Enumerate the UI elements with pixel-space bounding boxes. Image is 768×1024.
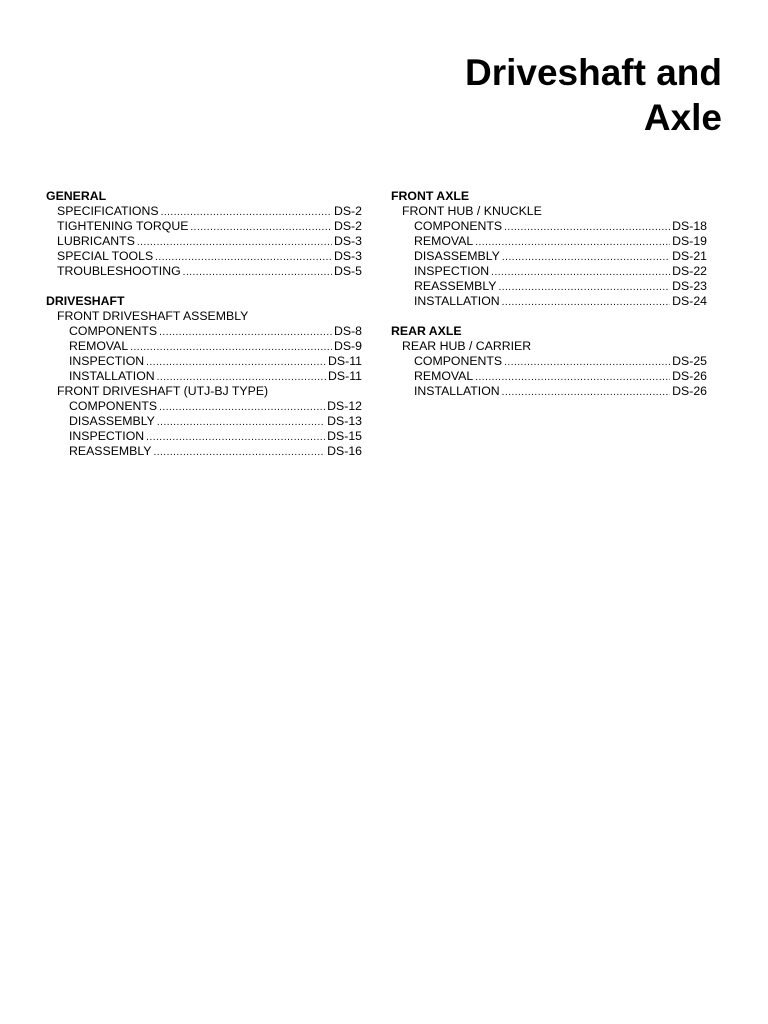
- toc-left-column: [46, 189, 362, 474]
- toc-entry-page: DS-18: [672, 219, 707, 233]
- toc-entry-page: DS-21: [672, 249, 707, 263]
- toc-entry-label: REASSEMBLY: [414, 279, 497, 293]
- toc-entry-label: REMOVAL: [69, 339, 129, 353]
- section-heading-front-axle: FRONT AXLE: [391, 189, 470, 203]
- toc-entry-disassembly[interactable]: [46, 414, 362, 429]
- toc-section-general: [46, 189, 362, 279]
- dot-leader: [146, 355, 326, 370]
- toc-section-rear-axle: [391, 324, 707, 399]
- page-title: [465, 50, 722, 140]
- toc-entry-page: DS-15: [327, 429, 362, 443]
- toc-entry-label: COMPONENTS: [414, 354, 503, 368]
- subsection-heading-rear-hub-carrier: REAR HUB / CARRIER: [402, 339, 532, 353]
- toc-entry-page: DS-3: [333, 249, 362, 263]
- toc-section-driveshaft: [46, 294, 362, 459]
- toc-entry-inspection[interactable]: [46, 429, 362, 444]
- toc-entry-page: DS-26: [672, 369, 707, 383]
- toc-entry-label: REMOVAL: [414, 369, 474, 383]
- toc-entry-installation[interactable]: [391, 384, 707, 399]
- toc-entry-label: COMPONENTS: [414, 219, 503, 233]
- dot-leader: [183, 265, 332, 280]
- page-title-line-1: Driveshaft and: [464, 52, 722, 93]
- dot-leader: [498, 280, 670, 295]
- toc-entry-page: DS-23: [672, 279, 707, 293]
- toc-entry-label: INSTALLATION: [414, 384, 500, 398]
- dot-leader: [502, 250, 670, 265]
- toc-entry-reassembly[interactable]: [391, 279, 707, 294]
- dot-leader: [157, 415, 325, 430]
- dot-leader: [153, 445, 325, 460]
- toc-entry-label: INSPECTION: [69, 354, 145, 368]
- toc-entry-label: REASSEMBLY: [69, 444, 152, 458]
- dot-leader: [475, 235, 670, 250]
- toc-entry-label: INSPECTION: [414, 264, 490, 278]
- toc-entry-page: DS-25: [672, 354, 707, 368]
- dot-leader: [504, 220, 670, 235]
- toc-entry-label: TROUBLESHOOTING: [57, 264, 181, 278]
- toc-entry-special-tools[interactable]: [46, 249, 362, 264]
- toc-entry-tightening-torque[interactable]: [46, 219, 362, 234]
- toc-entry-label: LUBRICANTS: [57, 234, 135, 248]
- toc-entry-page: DS-13: [327, 414, 362, 428]
- dot-leader: [130, 340, 332, 355]
- dot-leader: [504, 355, 670, 370]
- toc-entry-page: DS-11: [328, 369, 362, 383]
- dot-leader: [502, 295, 671, 310]
- toc-entry-label: DISASSEMBLY: [414, 249, 500, 263]
- toc-entry-label: SPECIFICATIONS: [57, 204, 159, 218]
- toc-entry-disassembly[interactable]: [391, 249, 707, 264]
- dot-leader: [137, 235, 332, 250]
- toc-entry-label: INSPECTION: [69, 429, 145, 443]
- toc-entry-page: DS-11: [328, 354, 362, 368]
- toc-entry-inspection[interactable]: [391, 264, 707, 279]
- toc-entry-label: COMPONENTS: [69, 324, 158, 338]
- section-heading-rear-axle: REAR AXLE: [391, 324, 462, 338]
- dot-leader: [475, 370, 670, 385]
- dot-leader: [157, 370, 326, 385]
- toc-entry-inspection[interactable]: [46, 354, 362, 369]
- toc-entry-components[interactable]: [391, 354, 707, 369]
- toc-entry-page: DS-9: [333, 339, 362, 353]
- dot-leader: [491, 265, 670, 280]
- toc-entry-page: DS-8: [333, 324, 362, 338]
- toc-entry-components[interactable]: [46, 324, 362, 339]
- toc-entry-lubricants[interactable]: [46, 234, 362, 249]
- toc-entry-components[interactable]: [46, 399, 362, 414]
- toc-entry-page: DS-12: [327, 399, 362, 413]
- toc-entry-page: DS-22: [672, 264, 707, 278]
- subsection-heading-front-driveshaft-utj-bj: FRONT DRIVESHAFT (UTJ-BJ TYPE): [57, 384, 269, 398]
- dot-leader: [155, 250, 332, 265]
- dot-leader: [190, 220, 332, 235]
- toc-entry-page: DS-24: [672, 294, 707, 308]
- subsection-heading-front-hub-knuckle: FRONT HUB / KNUCKLE: [402, 204, 542, 218]
- section-heading-general: GENERAL: [46, 189, 107, 203]
- toc-entry-label: DISASSEMBLY: [69, 414, 155, 428]
- toc-entry-page: DS-2: [333, 204, 362, 218]
- toc-entry-page: DS-19: [672, 234, 707, 248]
- toc-entry-reassembly[interactable]: [46, 444, 362, 459]
- toc-entry-label: SPECIAL TOOLS: [57, 249, 154, 263]
- dot-leader: [146, 430, 325, 445]
- toc-entry-installation[interactable]: [391, 294, 707, 309]
- toc-entry-installation[interactable]: [46, 369, 362, 384]
- toc-right-column: [391, 189, 707, 414]
- dot-leader: [161, 205, 332, 220]
- subsection-heading-front-driveshaft-assembly: FRONT DRIVESHAFT ASSEMBLY: [57, 309, 249, 323]
- toc-entry-removal[interactable]: [46, 339, 362, 354]
- toc-entry-page: DS-26: [672, 384, 707, 398]
- toc-entry-page: DS-5: [333, 264, 362, 278]
- dot-leader: [159, 400, 325, 415]
- toc-entry-removal[interactable]: [391, 369, 707, 384]
- toc-section-front-axle: [391, 189, 707, 309]
- toc-entry-troubleshooting[interactable]: [46, 264, 362, 279]
- page-title-line-2: Axle: [643, 97, 722, 138]
- toc-entry-label: COMPONENTS: [69, 399, 158, 413]
- toc-entry-page: DS-3: [333, 234, 362, 248]
- toc-entry-label: TIGHTENING TORQUE: [57, 219, 189, 233]
- dot-leader: [502, 385, 671, 400]
- toc-entry-label: REMOVAL: [414, 234, 474, 248]
- toc-entry-specifications[interactable]: [46, 204, 362, 219]
- section-heading-driveshaft: DRIVESHAFT: [46, 294, 125, 308]
- toc-entry-components[interactable]: [391, 219, 707, 234]
- toc-entry-removal[interactable]: [391, 234, 707, 249]
- toc-entry-page: DS-2: [333, 219, 362, 233]
- dot-leader: [159, 325, 332, 340]
- toc-entry-page: DS-16: [327, 444, 362, 458]
- toc-entry-label: INSTALLATION: [414, 294, 500, 308]
- toc-entry-label: INSTALLATION: [69, 369, 155, 383]
